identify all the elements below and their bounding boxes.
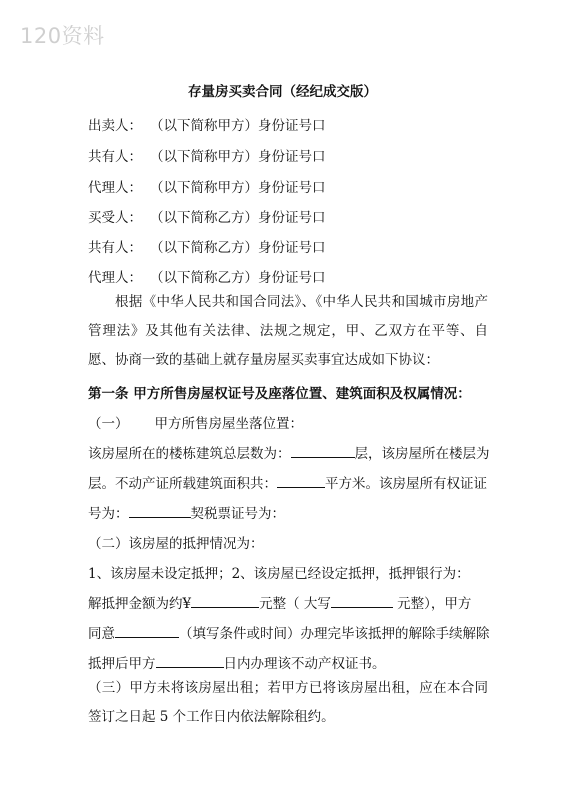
article-1-sub-2: （二）该房屋的抵押情况为：	[88, 536, 264, 552]
mortgage-line-1: 1、该房屋未设定抵押；2、该房屋已经设定抵押，抵押银行为：	[88, 566, 470, 582]
party-desc: （以下简称甲方）身份证号口	[150, 149, 326, 165]
article-1-sub-3: （三）甲方未将该房屋出租；若甲方已将该房屋出租，应在本合同签订之日起 5 个工作日内依法解除租约。	[88, 680, 488, 725]
release-condition-blank[interactable]	[115, 625, 179, 638]
party-desc: （以下简称甲方）身份证号口	[150, 118, 326, 134]
mortgage-amount-blank[interactable]	[191, 595, 259, 608]
party-role: 共有人：	[88, 149, 142, 165]
text-segment: 抵押后甲方	[88, 656, 156, 672]
watermark-logo: 120资料	[20, 24, 105, 48]
party-co-owner-b	[88, 236, 326, 256]
text-segment: 契税票证号为：	[190, 506, 285, 522]
text-segment: 号为：	[88, 506, 129, 522]
party-role: 买受人：	[88, 210, 142, 226]
party-seller	[88, 114, 326, 134]
certificate-number-blank[interactable]	[129, 505, 191, 518]
text-segment: 层。不动产证所载建筑面积共：	[88, 476, 277, 492]
party-role: 代理人：	[88, 180, 142, 196]
party-co-owner-a	[88, 145, 326, 165]
mortgage-line-2	[88, 592, 471, 612]
text-segment: （填写条件或时间）办理完毕该抵押的解除手续解除	[179, 626, 490, 642]
preamble-paragraph: 根据《中华人民共和国合同法》、《中华人民共和国城市房地产管理法》及其他有关法律、法规之规定，甲、乙双方在平等、自愿、协商一致的基础上就存量房屋买卖事宜达成如下协议：	[88, 294, 488, 368]
party-agent-b	[88, 266, 326, 286]
mortgage-line-4	[88, 652, 386, 672]
party-agent-a	[88, 176, 326, 196]
text-segment: 同意	[88, 626, 115, 642]
text-segment: 日内办理该不动产权证书。	[223, 656, 386, 672]
party-desc: （以下简称甲方）身份证号口	[150, 180, 326, 196]
mortgage-line-3	[88, 622, 490, 642]
sub-number: （一）	[88, 416, 129, 432]
party-buyer	[88, 206, 326, 226]
mortgage-amount-uppercase-blank[interactable]	[331, 595, 393, 608]
party-role: 出卖人：	[88, 118, 142, 134]
text-segment: 该房屋所在的楼栋建筑总层数为：	[88, 446, 291, 462]
article-1-heading: 第一条 甲方所售房屋权证号及座落位置、建筑面积及权属情况：	[88, 386, 471, 402]
sub-text: 甲方所售房屋坐落位置：	[154, 416, 303, 432]
party-desc: （以下简称乙方）身份证号口	[150, 270, 326, 286]
area-blank[interactable]	[277, 475, 325, 488]
text-segment: 平方米。该房屋所有权证证	[325, 476, 487, 492]
text-segment: 层，该房屋所在楼层为	[354, 446, 490, 462]
floor-info-line-2	[88, 472, 487, 492]
text-segment: 元整（ 大写	[259, 596, 331, 612]
total-floors-blank[interactable]	[291, 445, 355, 458]
text-segment: 解抵押金额为约¥	[88, 596, 192, 612]
days-blank[interactable]	[156, 655, 224, 668]
floor-info-line-3	[88, 502, 285, 522]
floor-info-line-1	[88, 442, 490, 462]
party-desc: （以下简称乙方）身份证号口	[150, 210, 326, 226]
party-desc: （以下简称乙方）身份证号口	[150, 240, 326, 256]
party-role: 共有人：	[88, 240, 142, 256]
document-title: 存量房买卖合同（经纪成交版）	[188, 84, 377, 100]
party-role: 代理人：	[88, 270, 142, 286]
text-segment: 元整），甲方	[392, 596, 472, 612]
article-1-sub-1	[88, 412, 303, 432]
